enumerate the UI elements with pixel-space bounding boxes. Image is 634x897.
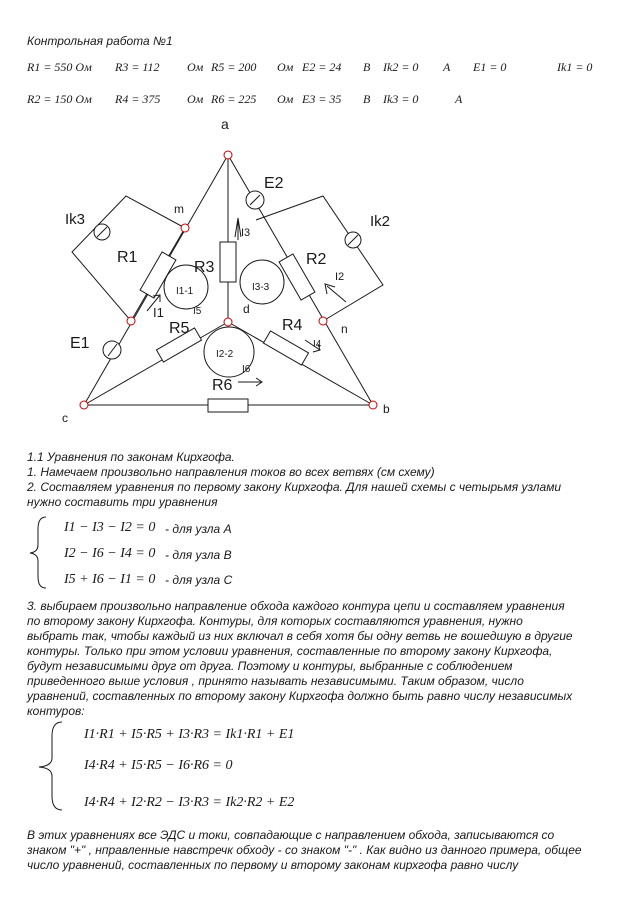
label-i1: I1 xyxy=(153,305,164,320)
final-line-1: В этих уравнениях все ЭДС и токи, совпадающие с направлением обхода, записываются со xyxy=(27,828,555,842)
label-node-c: c xyxy=(62,411,68,425)
node-left-mid xyxy=(127,317,135,325)
label-node-d: d xyxy=(243,302,250,316)
para3-line-5: будут независимыми друг от друга. Поэтому и контуры, выбранные с соблюдением xyxy=(27,659,513,673)
label-i2: I2 xyxy=(335,271,345,283)
para3-line-8: контуров: xyxy=(27,704,85,718)
para3-line-1: 3. выбираем произвольно направление обхода каждого контура цепи и составляем уравнения xyxy=(27,599,565,613)
param-r1: R1 = 550 Ом xyxy=(27,60,92,74)
param-ik3: Ik3 = 0 xyxy=(383,92,419,106)
final-line-3: число уравнений, составленных по первому и второму законам кирхгофа равно числу xyxy=(27,858,519,872)
param-unit: А xyxy=(455,92,463,106)
brace-first-law xyxy=(28,515,68,590)
label-i3: I3 xyxy=(241,227,251,239)
label-node-n: n xyxy=(341,322,348,336)
node-n xyxy=(319,317,327,325)
step-2: 2. Составляем уравнения по первому закону Кирхгофа. Для нашей схемы с четырьмя узлами xyxy=(27,480,562,494)
param-unit: Ом xyxy=(187,92,204,106)
para3-line-2: по второму закону Кирхгофа. Контуры, для которых составляются уравнения, нужно xyxy=(27,614,523,628)
first-law-note-1: - для узла A xyxy=(165,522,232,536)
first-law-eq-2: I2 − I6 − I4 = 0 xyxy=(64,546,156,561)
para3-line-3: выбрать так, чтобы каждый из них включал в себя хотя бы одну ветвь не вошедшую в другие xyxy=(27,629,573,643)
label-i6: I6 xyxy=(242,364,251,375)
param-ik2: Ik2 = 0 xyxy=(383,60,419,74)
label-node-a: a xyxy=(221,116,229,132)
first-law-note-3: - для узла C xyxy=(165,573,233,587)
node-d xyxy=(224,318,232,326)
para3-line-4: контуры. Только при этом условии уравнения, составленные по второму закону Кирхгофа, xyxy=(27,644,553,658)
label-r2: R2 xyxy=(306,251,327,268)
para3-line-6: приведенного выше условия , принято называть независимыми. Таким образом, число xyxy=(27,674,524,688)
first-law-note-2: - для узла B xyxy=(165,548,232,562)
param-r2: R2 = 150 Ом xyxy=(27,92,92,106)
param-e3: E3 = 35 xyxy=(302,92,342,106)
step-1: 1. Намечаем произвольно направления токов во всех ветвях (см схему) xyxy=(27,465,435,479)
param-e2: E2 = 24 xyxy=(302,60,342,74)
label-ik3: Ik3 xyxy=(65,211,86,228)
param-unit: Ом xyxy=(277,60,294,74)
label-r6: R6 xyxy=(212,377,233,394)
label-r3: R3 xyxy=(194,259,215,276)
param-unit: Ом xyxy=(277,92,294,106)
label-loop-1: I1-1 xyxy=(176,286,194,297)
para3-line-7: уравнений, составленных по второму закону Кирхгофа должно быть равно числу независимых xyxy=(27,689,573,703)
final-line-2: знаком "+" , нправленные навстречк обходу - со знаком "-" . Как видно из данного примера, общее xyxy=(27,843,582,857)
label-ik2: Ik2 xyxy=(370,213,391,230)
step-2-cont: нужно составить три уравнения xyxy=(27,495,218,509)
node-a xyxy=(224,151,232,159)
label-e1: E1 xyxy=(70,335,90,352)
circuit-diagram xyxy=(0,0,634,440)
label-i5: I5 xyxy=(193,306,202,317)
page-title: Контрольная работа №1 xyxy=(27,34,173,48)
param-unit: В xyxy=(363,92,371,106)
param-ik1: Ik1 = 0 xyxy=(557,60,593,74)
first-law-eq-1: I1 − I3 − I2 = 0 xyxy=(64,520,156,535)
node-c xyxy=(80,401,88,409)
param-unit: А xyxy=(443,60,451,74)
label-r1: R1 xyxy=(117,249,138,266)
second-law-eq-2: I4·R4 + I5·R5 − I6·R6 = 0 xyxy=(84,758,233,773)
label-node-b: b xyxy=(383,402,390,416)
param-r4: R4 = 375 xyxy=(115,92,161,106)
label-r5: R5 xyxy=(169,320,190,337)
param-r5: R5 = 200 xyxy=(211,60,257,74)
param-r6: R6 = 225 xyxy=(211,92,257,106)
label-r4: R4 xyxy=(282,317,303,334)
param-unit: В xyxy=(363,60,371,74)
second-law-eq-1: I1·R1 + I5·R5 + I3·R3 = Ik1·R1 + E1 xyxy=(84,727,295,742)
label-loop-2: I2-2 xyxy=(216,349,234,360)
first-law-eq-3: I5 + I6 − I1 = 0 xyxy=(64,572,156,587)
label-e2: E2 xyxy=(264,175,284,192)
param-r3: R3 = 112 xyxy=(115,60,160,74)
section-heading: 1.1 Уравнения по законам Кирхгофа. xyxy=(27,450,235,464)
node-b xyxy=(369,401,377,409)
param-e1: E1 = 0 xyxy=(473,60,507,74)
second-law-eq-3: I4·R4 + I2·R2 − I3·R3 = Ik2·R2 + E2 xyxy=(84,795,295,810)
param-unit: Ом xyxy=(187,60,204,74)
label-loop-3: I3-3 xyxy=(252,282,270,293)
label-node-m: m xyxy=(174,202,184,216)
label-i4: I4 xyxy=(313,339,322,350)
brace-second-law xyxy=(36,720,86,812)
node-m xyxy=(181,224,189,232)
